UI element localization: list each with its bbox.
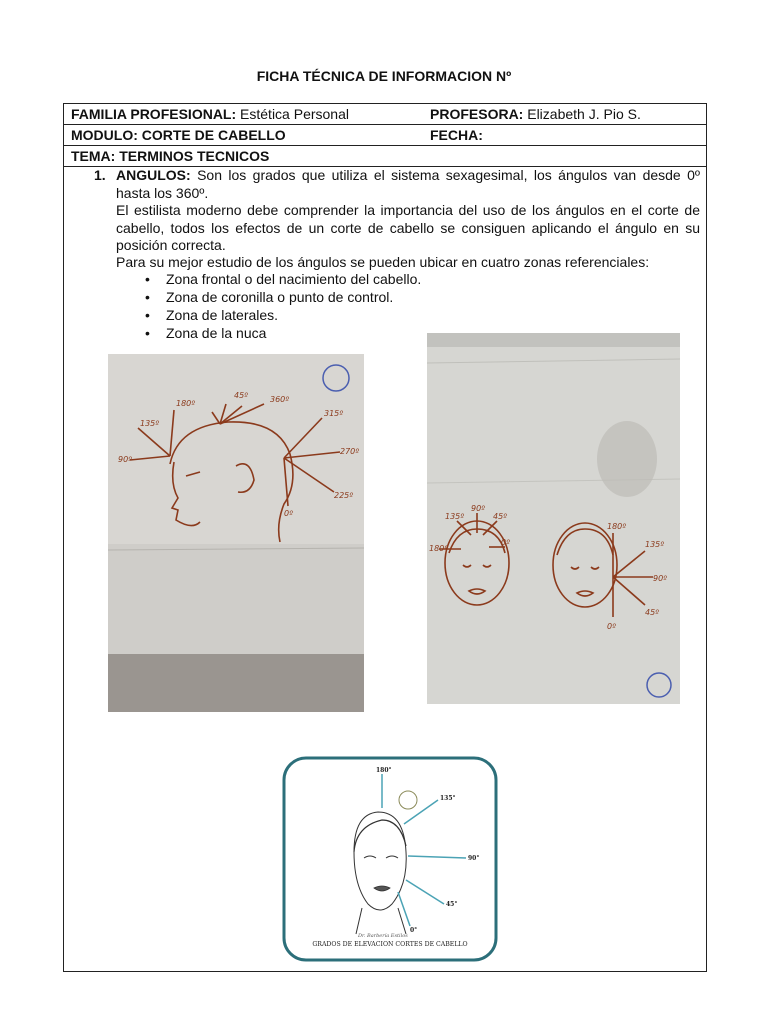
bullet-icon: • bbox=[145, 289, 150, 305]
front-angles-photo bbox=[427, 333, 680, 704]
list-item bbox=[142, 271, 421, 289]
angle-label: 180º bbox=[607, 522, 627, 531]
list-item bbox=[142, 325, 421, 343]
angle-label: 180º bbox=[176, 399, 196, 408]
familia-label: FAMILIA PROFESIONAL: bbox=[71, 106, 237, 122]
degree-label: 90° bbox=[468, 855, 480, 862]
angle-label: 45º bbox=[234, 391, 248, 400]
angle-label: 90º bbox=[118, 455, 132, 464]
diagram-caption: GRADOS DE ELEVACION CORTES DE CABELLO bbox=[312, 941, 468, 948]
intro-paragraph bbox=[116, 167, 700, 202]
zone-text: Zona de laterales. bbox=[166, 307, 279, 323]
angle-label: 360º bbox=[270, 395, 290, 404]
bullet-icon: • bbox=[145, 271, 150, 287]
zones-list bbox=[142, 271, 421, 343]
modulo-label: MODULO: CORTE DE CABELLO bbox=[71, 127, 286, 143]
paragraph-zonas: Para su mejor estudio de los ángulos se pueden ubicar en cuatro zonas referenciales: bbox=[116, 254, 650, 270]
fecha-label: FECHA: bbox=[430, 127, 483, 143]
list-item bbox=[142, 289, 421, 307]
diagram-signature: Dr. Barbería Estilos bbox=[358, 933, 408, 939]
profile-angles-photo bbox=[108, 354, 364, 712]
list-item bbox=[142, 307, 421, 325]
section-number: 1. bbox=[94, 167, 106, 183]
angle-label: 315º bbox=[324, 409, 344, 418]
angle-label: 180º bbox=[429, 544, 449, 553]
row-familia bbox=[64, 104, 706, 125]
angle-label: 225º bbox=[334, 491, 354, 500]
angle-label: 0º bbox=[501, 538, 510, 547]
row-modulo bbox=[64, 125, 706, 146]
info-sheet bbox=[63, 103, 707, 972]
angle-label: 45º bbox=[645, 608, 659, 617]
familia-field bbox=[71, 104, 349, 124]
degree-label: 180° bbox=[376, 767, 392, 774]
angle-label: 135º bbox=[445, 512, 465, 521]
degree-label: 135° bbox=[440, 795, 456, 802]
angle-label: 90º bbox=[471, 504, 485, 513]
familia-value: Estética Personal bbox=[240, 106, 349, 122]
angle-label: 45º bbox=[493, 512, 507, 521]
tema-label: TEMA: TERMINOS TECNICOS bbox=[71, 148, 270, 164]
row-tema bbox=[64, 146, 706, 167]
bullet-icon: • bbox=[145, 307, 150, 323]
angle-label: 135º bbox=[140, 419, 160, 428]
angle-label: 270º bbox=[340, 447, 360, 456]
section-heading: ANGULOS: bbox=[116, 167, 191, 183]
degree-label: 0° bbox=[410, 927, 418, 934]
document-title: FICHA TÉCNICA DE INFORMACION Nº bbox=[256, 68, 512, 84]
profesora-value: Elizabeth J. Pio S. bbox=[527, 106, 641, 122]
profesora-label: PROFESORA: bbox=[430, 106, 524, 122]
degree-label: 45° bbox=[446, 901, 458, 908]
elevation-degrees-diagram bbox=[282, 756, 498, 962]
angle-label: 135º bbox=[645, 540, 665, 549]
zone-text: Zona de la nuca bbox=[166, 325, 267, 341]
intro-text: Son los grados que utiliza el sistema sexagesimal, los ángulos van desde 0º hasta los 360º. bbox=[116, 167, 701, 201]
profesora-field bbox=[430, 104, 641, 124]
zone-text: Zona frontal o del nacimiento del cabello. bbox=[166, 271, 422, 287]
paragraph-estilista: El estilista moderno debe comprender la importancia del uso de los ángulos en el corte de cabello, todos los efectos de un corte de cabello se consiguen aplicando el ángulo en su posición correcta. bbox=[116, 202, 700, 253]
angle-label: 0º bbox=[607, 622, 616, 631]
angle-label: 90º bbox=[653, 574, 667, 583]
angle-label: 0º bbox=[284, 509, 293, 518]
zone-text: Zona de coronilla o punto de control. bbox=[166, 289, 394, 305]
bullet-icon: • bbox=[145, 325, 150, 341]
